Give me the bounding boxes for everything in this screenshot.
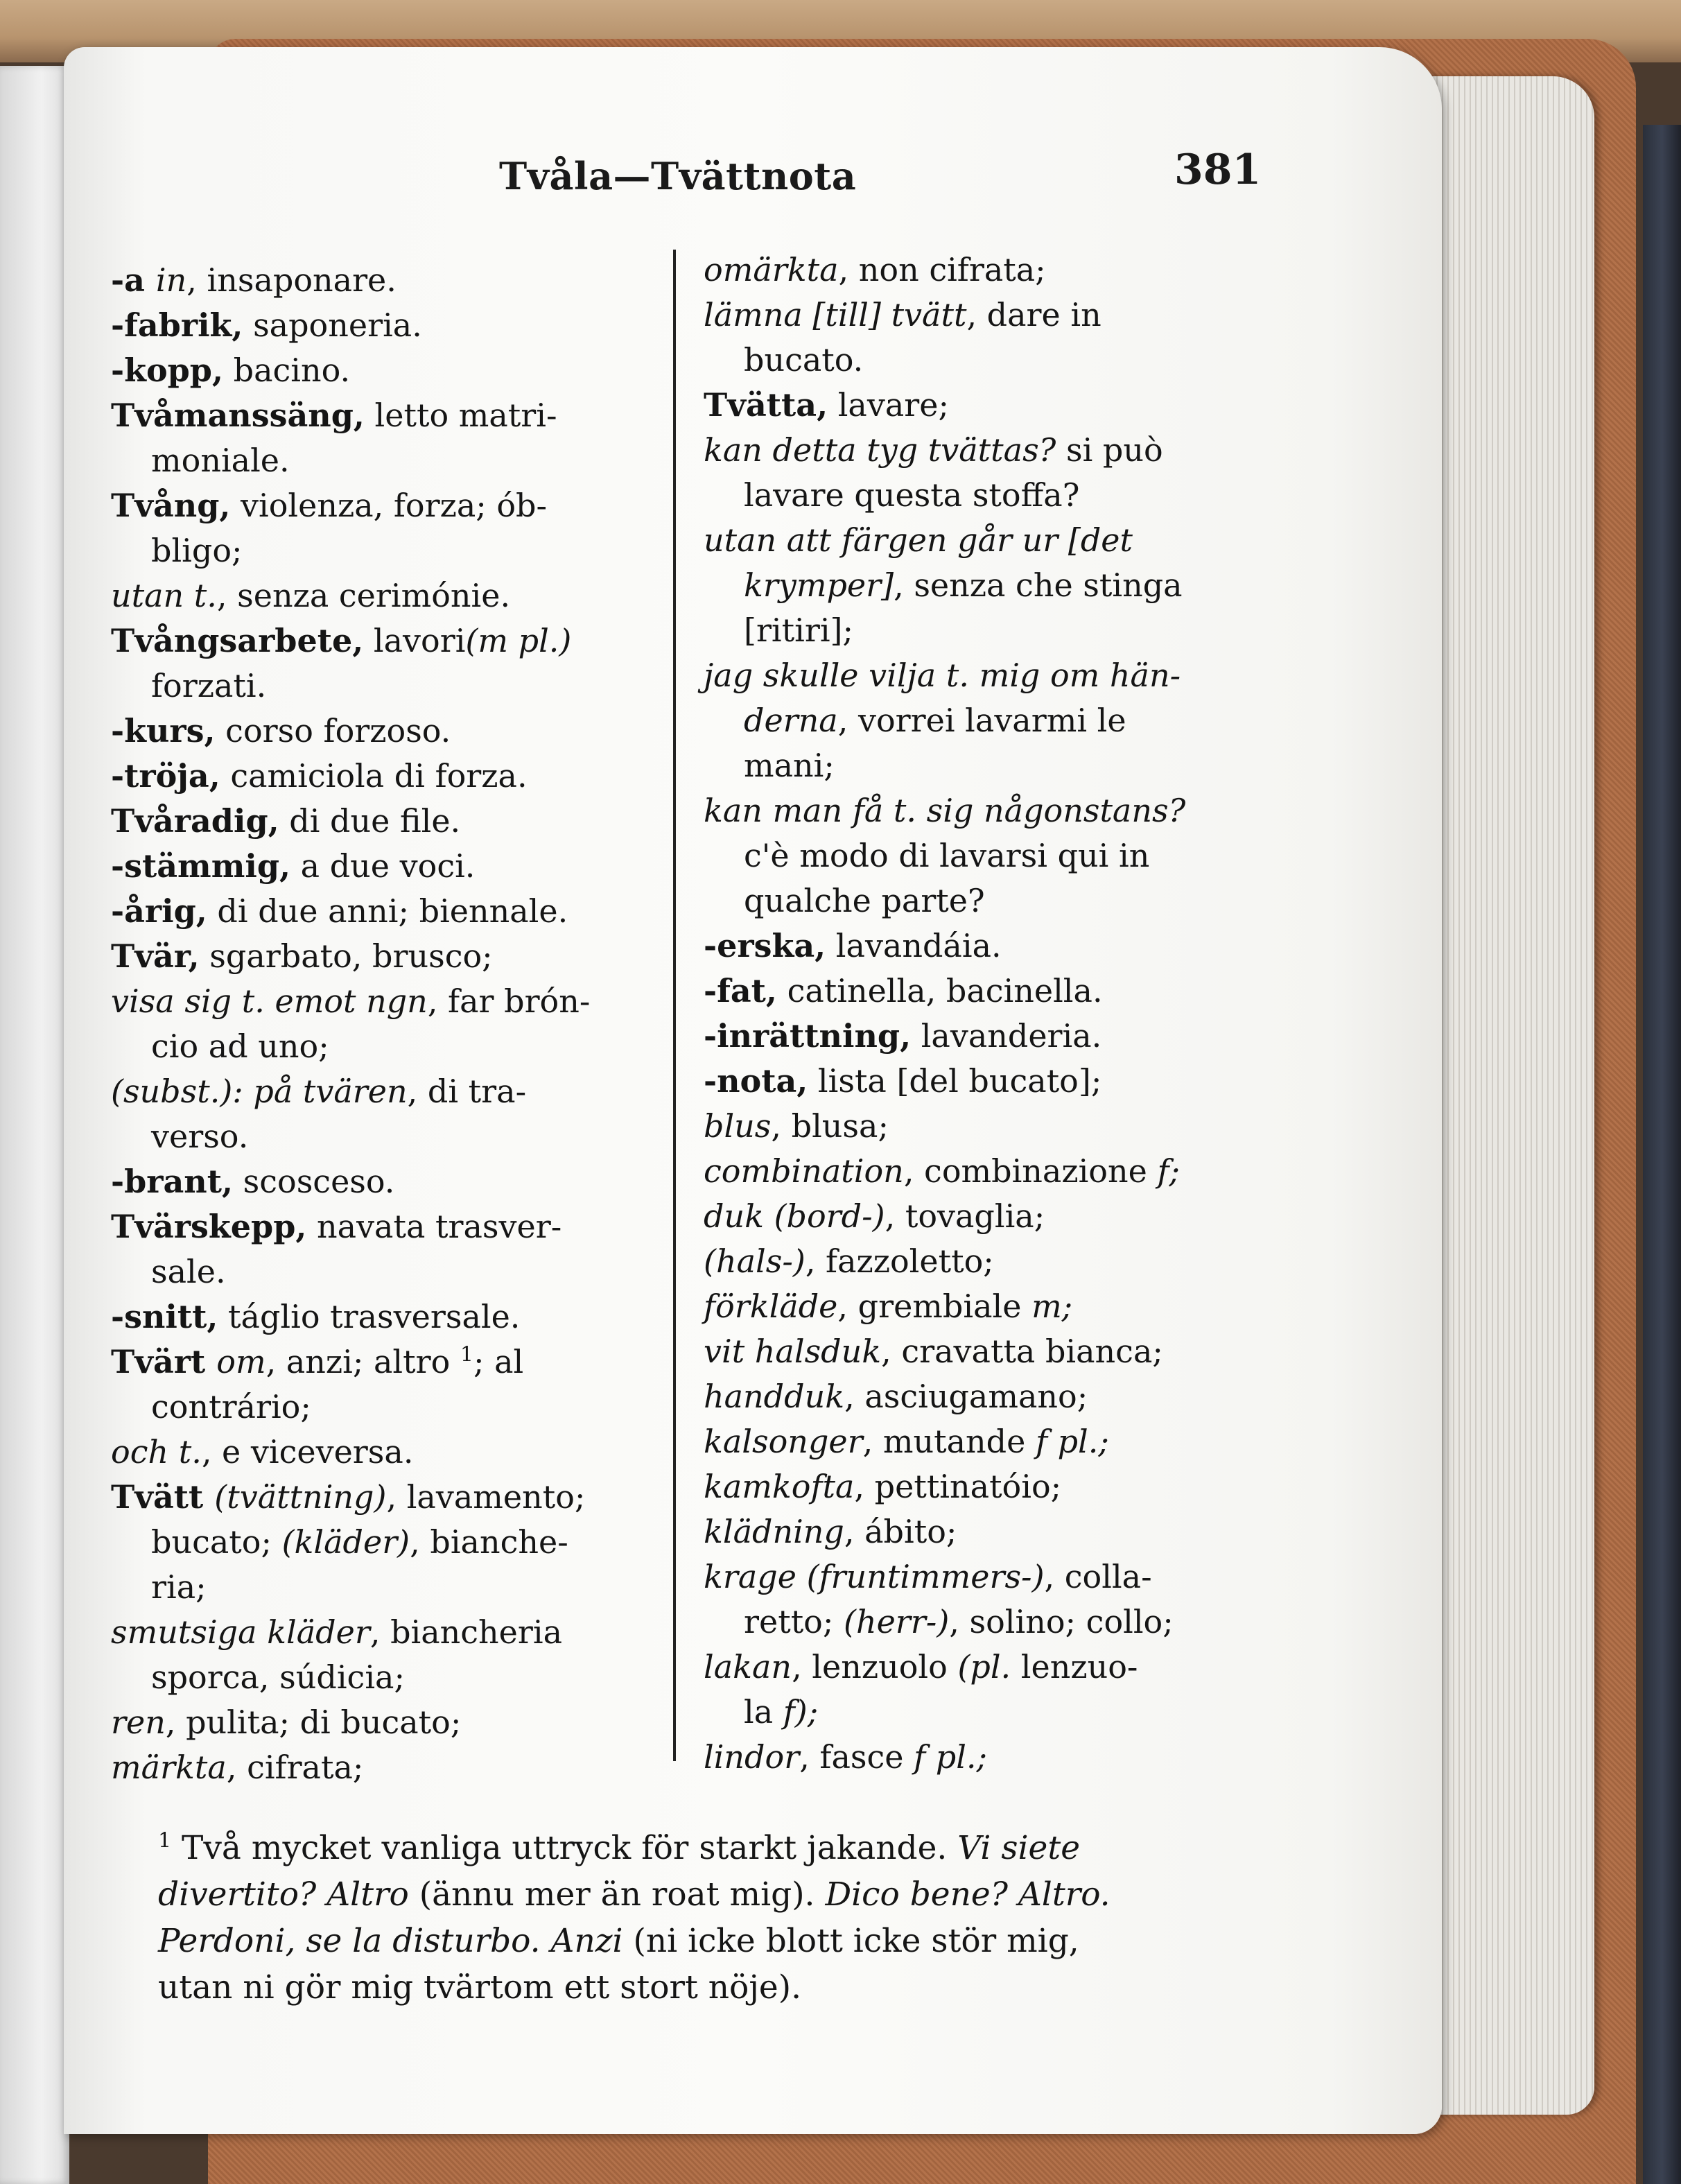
entry-line (704, 1149, 1314, 1194)
italic-phrase: Altro (326, 1875, 409, 1914)
italic-phrase: krymper] (744, 566, 894, 604)
italic-phrase: vit halsduk (704, 1333, 882, 1370)
entry-line (704, 1464, 1314, 1509)
italic-phrase: f pl.; (914, 1738, 988, 1776)
gloss-text: , fazzoletto; (805, 1242, 994, 1280)
entry-line (704, 1735, 1314, 1780)
gloss-text: , asciugamano; (844, 1378, 1088, 1415)
entry-line (111, 1745, 665, 1790)
entry-line (111, 1159, 665, 1204)
entry-line (111, 799, 665, 844)
italic-phrase: (hals-) (704, 1242, 805, 1280)
gloss-text: , tovaglia; (885, 1197, 1045, 1235)
italic-phrase: blus (704, 1107, 772, 1145)
gloss-text (541, 1922, 551, 1960)
italic-phrase: f pl.; (1035, 1423, 1109, 1460)
italic-phrase: (kläder) (281, 1523, 410, 1561)
gloss-text: bacino. (223, 352, 351, 389)
entry-line (111, 1610, 665, 1655)
gloss-text: , anzi; altro (265, 1343, 460, 1380)
italic-phrase: förkläde (704, 1288, 838, 1325)
entry-line (111, 979, 665, 1024)
gloss-text: saponeria. (243, 306, 422, 344)
entry-line (111, 1294, 665, 1340)
entry-line (111, 618, 665, 664)
gloss-text (316, 1875, 326, 1914)
gloss-text: lista [del bucato]; (808, 1062, 1102, 1100)
italic-phrase: smutsiga kläder (111, 1613, 370, 1651)
footnote-line (158, 1964, 1309, 2011)
entry-line (704, 1374, 1314, 1419)
entry-line (111, 1385, 665, 1430)
gloss-text: , solino; collo; (949, 1603, 1174, 1640)
italic-phrase: kan man få t. sig någonstans? (704, 792, 1186, 829)
gloss-text: , grembiale (837, 1288, 1032, 1325)
gloss-text: sale. (151, 1253, 226, 1290)
italic-phrase: utan att färgen går ur [det (704, 521, 1133, 559)
entry-line (111, 1024, 665, 1069)
background-object (1643, 125, 1681, 2184)
entry-line (704, 428, 1314, 473)
headword: -nota, (704, 1062, 808, 1100)
headword: -snitt, (111, 1298, 218, 1335)
gloss-text: c'è modo di lavarsi qui in (744, 837, 1150, 874)
entry-line (704, 878, 1314, 924)
gloss-text: verso. (151, 1118, 249, 1155)
entry-line (111, 1204, 665, 1249)
italic-phrase: (subst.): på tvären (111, 1073, 408, 1110)
entry-line (111, 1340, 665, 1385)
entry-line (704, 1509, 1314, 1554)
gloss-text: bucato. (744, 341, 864, 379)
gloss-text: , senza che stinga (894, 566, 1183, 604)
gloss-text: , mutande (862, 1423, 1036, 1460)
gloss-text: (ni icke blott icke stör mig, (622, 1922, 1079, 1960)
entry-line (111, 348, 665, 393)
gloss-text: , biancheria (369, 1613, 563, 1651)
gloss-text: lavori (363, 622, 466, 659)
gloss-text: táglio trasversale. (218, 1298, 521, 1335)
headword: -årig, (111, 892, 207, 930)
gloss-text: , blusa; (771, 1107, 889, 1145)
gloss-text: qualche parte? (744, 882, 985, 919)
gloss-text: , far brón- (427, 982, 591, 1020)
headword: Tvärskepp, (111, 1208, 307, 1245)
entry-line (704, 698, 1314, 743)
entry-line (704, 563, 1314, 608)
headword: -a (111, 261, 156, 299)
gloss-text: , lenzuolo (792, 1648, 958, 1685)
italic-phrase: in (155, 261, 187, 299)
entry-line (111, 393, 665, 438)
gloss-text: sgarbato, brusco; (199, 937, 493, 975)
italic-phrase: m; (1031, 1288, 1073, 1325)
gloss-text: , colla- (1044, 1558, 1152, 1595)
italic-phrase: och t. (111, 1433, 202, 1471)
entry-line (704, 1239, 1314, 1284)
gloss-text: retto; (744, 1603, 844, 1640)
gloss-text: forzati. (151, 667, 267, 704)
entry-line (704, 1284, 1314, 1329)
gloss-text: , e viceversa. (201, 1433, 414, 1471)
gloss-text: , di tra- (407, 1073, 527, 1110)
footnote-line (158, 1918, 1309, 1964)
entry-line (111, 528, 665, 573)
entry-line (704, 1419, 1314, 1464)
right-column (704, 248, 1314, 1780)
entry-line (704, 924, 1314, 969)
page-block-edges (1421, 76, 1594, 2115)
italic-phrase: (pl. (957, 1648, 1011, 1685)
running-head: Tvåla—Tvättnota (499, 154, 857, 198)
italic-phrase: (tvättning) (214, 1478, 387, 1516)
gloss-text: la (744, 1693, 783, 1731)
gloss-text: , bianche- (410, 1523, 568, 1561)
italic-phrase: omärkta (704, 251, 839, 288)
gloss-text: letto matri- (364, 397, 557, 434)
gloss-text: di due anni; biennale. (207, 892, 568, 930)
gloss-text: lavare questa stoffa? (744, 476, 1080, 514)
entry-line (111, 709, 665, 754)
gloss-text: si può (1056, 431, 1163, 469)
headword: -erska, (704, 927, 826, 964)
entry-line (111, 1114, 665, 1159)
footnote-marker: 1 (460, 1342, 473, 1367)
entry-line (704, 1194, 1314, 1239)
headword: -kopp, (111, 352, 223, 389)
facing-page-edge (0, 66, 69, 2184)
gloss-text: lavandáia. (826, 927, 1002, 964)
gloss-text: lenzuo- (1011, 1648, 1138, 1685)
gloss-text: , pettinatóio; (854, 1468, 1062, 1505)
gloss-text: camiciola di forza. (220, 757, 528, 795)
gloss-text: moniale. (151, 442, 290, 479)
entry-line (111, 1700, 665, 1745)
gloss-text: , insaponare. (186, 261, 397, 299)
entry-line (704, 833, 1314, 878)
entry-line (111, 1430, 665, 1475)
entry-line (704, 473, 1314, 518)
italic-phrase: Dico bene? (825, 1875, 1008, 1914)
italic-phrase: combination (704, 1152, 904, 1190)
headword: -kurs, (111, 712, 216, 749)
italic-phrase: Perdoni, se la disturbo. (158, 1922, 541, 1960)
entry-line (111, 844, 665, 889)
gloss-text: navata trasver- (306, 1208, 562, 1245)
gloss-text: sporca, súdicia; (151, 1658, 405, 1696)
gloss-text: , cravatta bianca; (881, 1333, 1163, 1370)
entry-line (704, 383, 1314, 428)
italic-phrase: lindor (704, 1738, 800, 1776)
gloss-text: (ännu mer än roat mig). (408, 1875, 826, 1914)
italic-phrase: handduk (704, 1378, 845, 1415)
entry-line (111, 483, 665, 528)
entry-line (704, 518, 1314, 563)
entry-line (111, 934, 665, 979)
entry-line (111, 1475, 665, 1520)
entry-line (704, 338, 1314, 383)
entry-line (111, 1520, 665, 1565)
gloss-text: , vorrei lavarmi le (837, 702, 1126, 739)
entry-line (704, 969, 1314, 1014)
entry-line (111, 1249, 665, 1294)
headword: Tvär, (111, 937, 200, 975)
entry-line (704, 1600, 1314, 1645)
gloss-text: mani; (744, 747, 835, 784)
gloss-text: ria; (151, 1568, 207, 1606)
headword: -stämmig, (111, 847, 291, 885)
entry-line (111, 573, 665, 618)
italic-phrase: lakan (704, 1648, 792, 1685)
gloss-text: bucato; (151, 1523, 282, 1561)
italic-phrase: f); (783, 1693, 819, 1731)
gloss-text: utan ni gör mig tvärtom ett stort nöje). (158, 1968, 802, 2007)
gloss-text: violenza, forza; ób- (230, 487, 548, 524)
gloss-text: ; al (473, 1343, 524, 1380)
entry-line (704, 1104, 1314, 1149)
headword: Tvätta, (704, 386, 828, 424)
gloss-text (1008, 1875, 1018, 1914)
footnote-line (158, 1871, 1309, 1918)
headword: Tvång, (111, 487, 231, 524)
italic-phrase: kan detta tyg tvättas? (704, 431, 1056, 469)
entry-line (111, 303, 665, 348)
entry-line (704, 1329, 1314, 1374)
gloss-text: scosceso. (233, 1163, 395, 1200)
headword: Tvärt (111, 1343, 217, 1380)
headword: Tvåradig, (111, 802, 279, 840)
entry-line (704, 1645, 1314, 1690)
italic-phrase: Altro. (1018, 1875, 1110, 1914)
headword: -fabrik, (111, 306, 243, 344)
headword: Tvångsarbete, (111, 622, 364, 659)
entry-line (704, 1690, 1314, 1735)
gloss-text: cio ad uno; (151, 1028, 329, 1065)
gloss-text: , cifrata; (226, 1749, 364, 1786)
gloss-text: , dare in (966, 296, 1101, 333)
footnote (158, 1825, 1309, 2011)
italic-phrase: f; (1157, 1152, 1180, 1190)
column-divider (673, 250, 676, 1761)
gloss-text: Två mycket vanliga uttryck för starkt jakande. (171, 1829, 958, 1867)
gloss-text: , non cifrata; (838, 251, 1046, 288)
gloss-text: lavanderia. (911, 1017, 1102, 1055)
entry-line (704, 1554, 1314, 1600)
headword: -inrättning, (704, 1017, 912, 1055)
italic-phrase: kalsonger (704, 1423, 863, 1460)
entry-line (111, 258, 665, 303)
gloss-text: corso forzoso. (215, 712, 451, 749)
gloss-text: a due voci. (290, 847, 476, 885)
headword: -brant, (111, 1163, 234, 1200)
italic-phrase: Anzi (550, 1922, 623, 1960)
gloss-text: di due file. (279, 802, 461, 840)
entry-line (704, 293, 1314, 338)
entry-line (704, 248, 1314, 293)
gloss-text: [ritiri]; (744, 612, 853, 649)
headword: -tröja, (111, 757, 220, 795)
left-column (111, 258, 665, 1790)
italic-phrase: krage (fruntimmers-) (704, 1558, 1045, 1595)
entry-line (111, 889, 665, 934)
italic-phrase: (m pl.) (465, 622, 572, 659)
gloss-text: catinella, bacinella. (776, 972, 1103, 1009)
italic-phrase: divertito? (158, 1875, 317, 1914)
entry-line (704, 788, 1314, 833)
gloss-text: contrário; (151, 1388, 311, 1425)
gloss-text: , senza cerimónie. (216, 577, 511, 614)
italic-phrase: klädning (704, 1513, 844, 1550)
gloss-text: , combinazione (903, 1152, 1158, 1190)
italic-phrase: om (216, 1343, 266, 1380)
italic-phrase: kamkofta (704, 1468, 855, 1505)
headword: Tvätt (111, 1478, 215, 1516)
entry-line (111, 1069, 665, 1114)
page-number: 381 (1174, 146, 1262, 194)
headword: Tvåmanssäng, (111, 397, 365, 434)
headword: -fat, (704, 972, 777, 1009)
italic-phrase: Vi siete (957, 1829, 1081, 1867)
entry-line (111, 1655, 665, 1700)
entry-line (704, 1014, 1314, 1059)
italic-phrase: märkta (111, 1749, 227, 1786)
italic-phrase: lämna [till] tvätt (704, 296, 967, 333)
entry-line (704, 743, 1314, 788)
entry-line (111, 664, 665, 709)
italic-phrase: visa sig t. emot ngn (111, 982, 428, 1020)
gloss-text: bligo; (151, 532, 243, 569)
gloss-text: , fasce (799, 1738, 914, 1776)
footnote-marker: 1 (158, 1828, 172, 1853)
gloss-text: , pulita; di bucato; (165, 1704, 462, 1741)
italic-phrase: duk (bord-) (704, 1197, 885, 1235)
entry-line (111, 1565, 665, 1610)
gloss-text: , lavamento; (386, 1478, 586, 1516)
entry-line (704, 653, 1314, 698)
gloss-text: lavare; (828, 386, 949, 424)
entry-line (111, 754, 665, 799)
italic-phrase: jag skulle vilja t. mig om hän- (704, 657, 1181, 694)
entry-line (704, 608, 1314, 653)
entry-line (111, 438, 665, 483)
italic-phrase: derna (744, 702, 838, 739)
entry-line (704, 1059, 1314, 1104)
gloss-text: , ábito; (844, 1513, 957, 1550)
italic-phrase: ren (111, 1704, 166, 1741)
italic-phrase: (herr-) (844, 1603, 950, 1640)
footnote-line (158, 1825, 1309, 1871)
italic-phrase: utan t. (111, 577, 217, 614)
